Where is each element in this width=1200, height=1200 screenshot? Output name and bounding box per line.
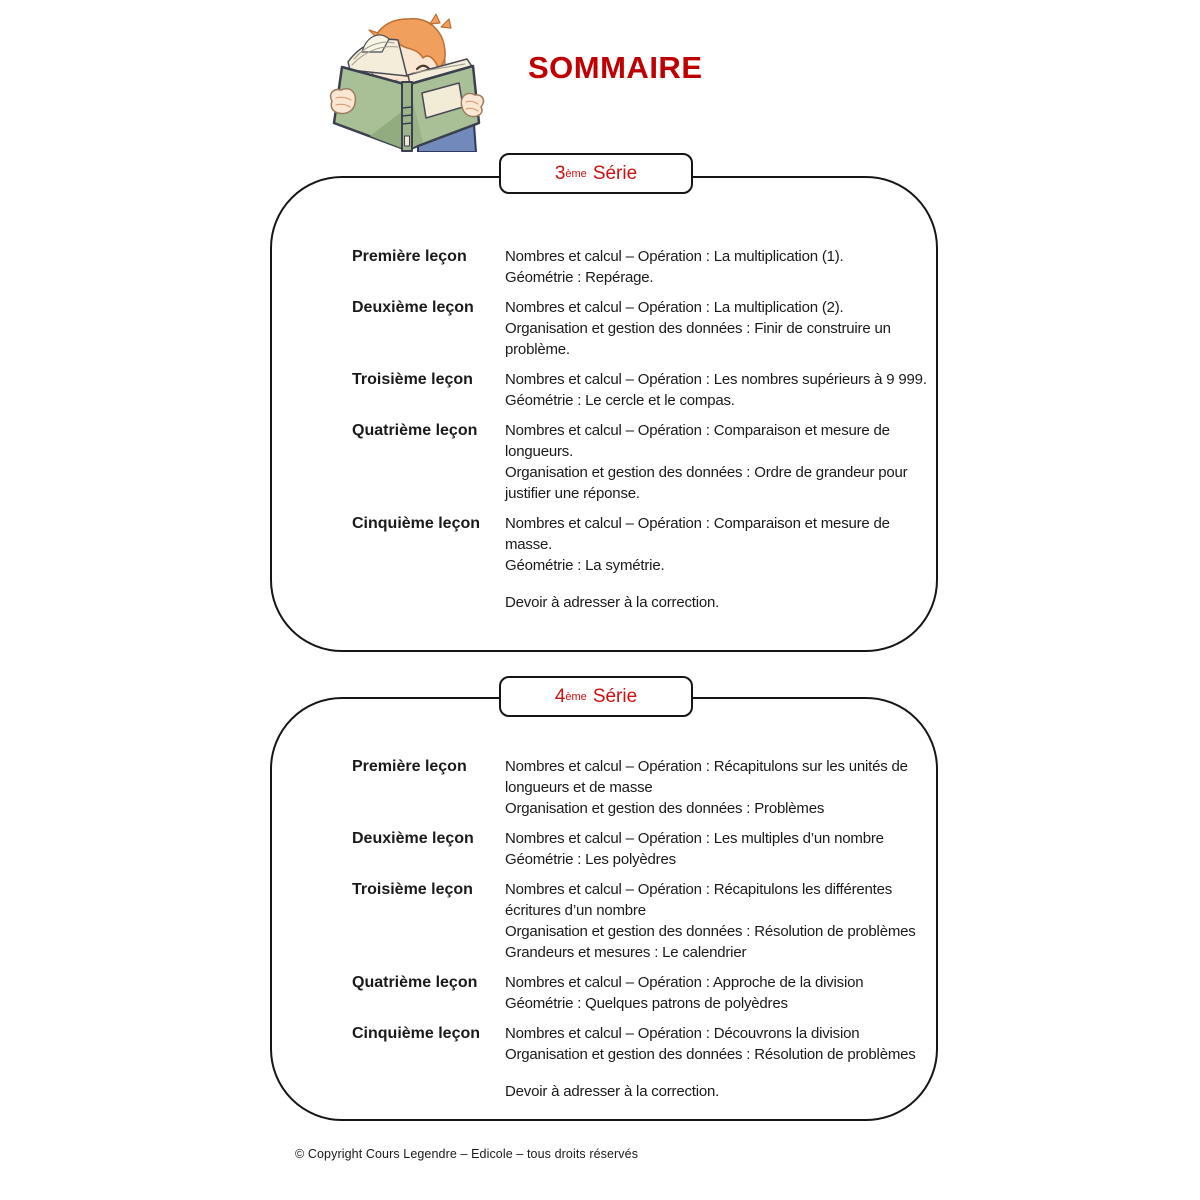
series-panel-3 xyxy=(270,176,938,652)
lesson-row xyxy=(352,756,936,819)
homework-note: Devoir à adresser à la correction. xyxy=(505,594,720,611)
lesson-topic: Géométrie : Les polyèdres xyxy=(505,851,676,868)
lesson-row xyxy=(352,972,936,1014)
lesson-topics xyxy=(505,369,929,411)
lesson-topics xyxy=(505,246,929,288)
lesson-topic: Géométrie : Le cercle et le compas. xyxy=(505,392,735,409)
lesson-topic: Nombres et calcul – Opération : Récapitulons sur les unités de longueurs et de masse xyxy=(505,758,908,796)
lesson-topics xyxy=(505,1023,929,1102)
lesson-topic: Géométrie : Quelques patrons de polyèdres xyxy=(505,995,788,1012)
lesson-topics xyxy=(505,879,929,963)
lesson-topics xyxy=(505,297,929,360)
lesson-topics xyxy=(505,420,929,504)
lesson-label: Troisième leçon xyxy=(352,881,473,898)
lesson-topic: Grandeurs et mesures : Le calendrier xyxy=(505,944,747,961)
lesson-topic: Organisation et gestion des données : Problèmes xyxy=(505,800,825,817)
series-tab-3: 3 ème Série xyxy=(499,153,693,194)
lesson-row xyxy=(352,420,936,504)
lesson-topic: Organisation et gestion des données : Ordre de grandeur pour justifier une réponse. xyxy=(505,464,908,502)
series-word: Série xyxy=(592,685,638,707)
lesson-topic: Nombres et calcul – Opération : Récapitulons les différentes écritures d’un nombre xyxy=(505,881,893,919)
lesson-topic: Nombres et calcul – Opération : Comparaison et mesure de masse. xyxy=(505,515,890,553)
lesson-topics xyxy=(505,972,929,1014)
lesson-topics xyxy=(505,513,929,613)
lesson-label: Cinquième leçon xyxy=(352,515,481,532)
lesson-row xyxy=(352,1023,936,1102)
lesson-topic: Nombres et calcul – Opération : Découvrons la division xyxy=(505,1025,860,1042)
lesson-topic: Nombres et calcul – Opération : Comparaison et mesure de longueurs. xyxy=(505,422,890,460)
series-word: Série xyxy=(592,162,638,184)
lesson-label: Quatrième leçon xyxy=(352,974,478,991)
homework-note: Devoir à adresser à la correction. xyxy=(505,1083,720,1100)
lesson-label: Deuxième leçon xyxy=(352,830,474,847)
reading-child-illustration xyxy=(320,12,493,152)
lesson-label: Deuxième leçon xyxy=(352,299,474,316)
lesson-row xyxy=(352,246,936,288)
lesson-row xyxy=(352,513,936,613)
lesson-topic: Nombres et calcul – Opération : La multiplication (1). xyxy=(505,248,844,265)
lesson-label: Cinquième leçon xyxy=(352,1025,481,1042)
lesson-row xyxy=(352,828,936,870)
lesson-label: Troisième leçon xyxy=(352,371,473,388)
lesson-row xyxy=(352,879,936,963)
lesson-topic: Organisation et gestion des données : Finir de construire un problème. xyxy=(505,320,891,358)
lesson-topic: Organisation et gestion des données : Résolution de problèmes xyxy=(505,923,916,940)
lesson-topics xyxy=(505,756,929,819)
series-number: 3 xyxy=(554,162,566,184)
lesson-topics xyxy=(505,828,929,870)
series-panel-4 xyxy=(270,697,938,1121)
lesson-topic: Géométrie : Repérage. xyxy=(505,269,654,286)
page-title: SOMMAIRE xyxy=(528,50,703,85)
lesson-topic: Nombres et calcul – Opération : Les multiples d’un nombre xyxy=(505,830,884,847)
lesson-topic: Nombres et calcul – Opération : Approche de la division xyxy=(505,974,864,991)
lesson-label: Première leçon xyxy=(352,758,467,775)
lesson-row xyxy=(352,369,936,411)
lesson-row xyxy=(352,297,936,360)
series-number: 4 xyxy=(554,685,566,707)
lesson-label: Quatrième leçon xyxy=(352,422,478,439)
series-tab-4: 4 ème Série xyxy=(499,676,693,717)
lesson-label: Première leçon xyxy=(352,248,467,265)
lesson-topic: Géométrie : La symétrie. xyxy=(505,557,665,574)
lesson-topic: Organisation et gestion des données : Résolution de problèmes xyxy=(505,1046,916,1063)
copyright-footer: © Copyright Cours Legendre – Edicole – tous droits réservés xyxy=(295,1147,639,1161)
lesson-topic: Nombres et calcul – Opération : La multiplication (2). xyxy=(505,299,844,316)
lesson-topic: Nombres et calcul – Opération : Les nombres supérieurs à 9 999. xyxy=(505,371,927,388)
